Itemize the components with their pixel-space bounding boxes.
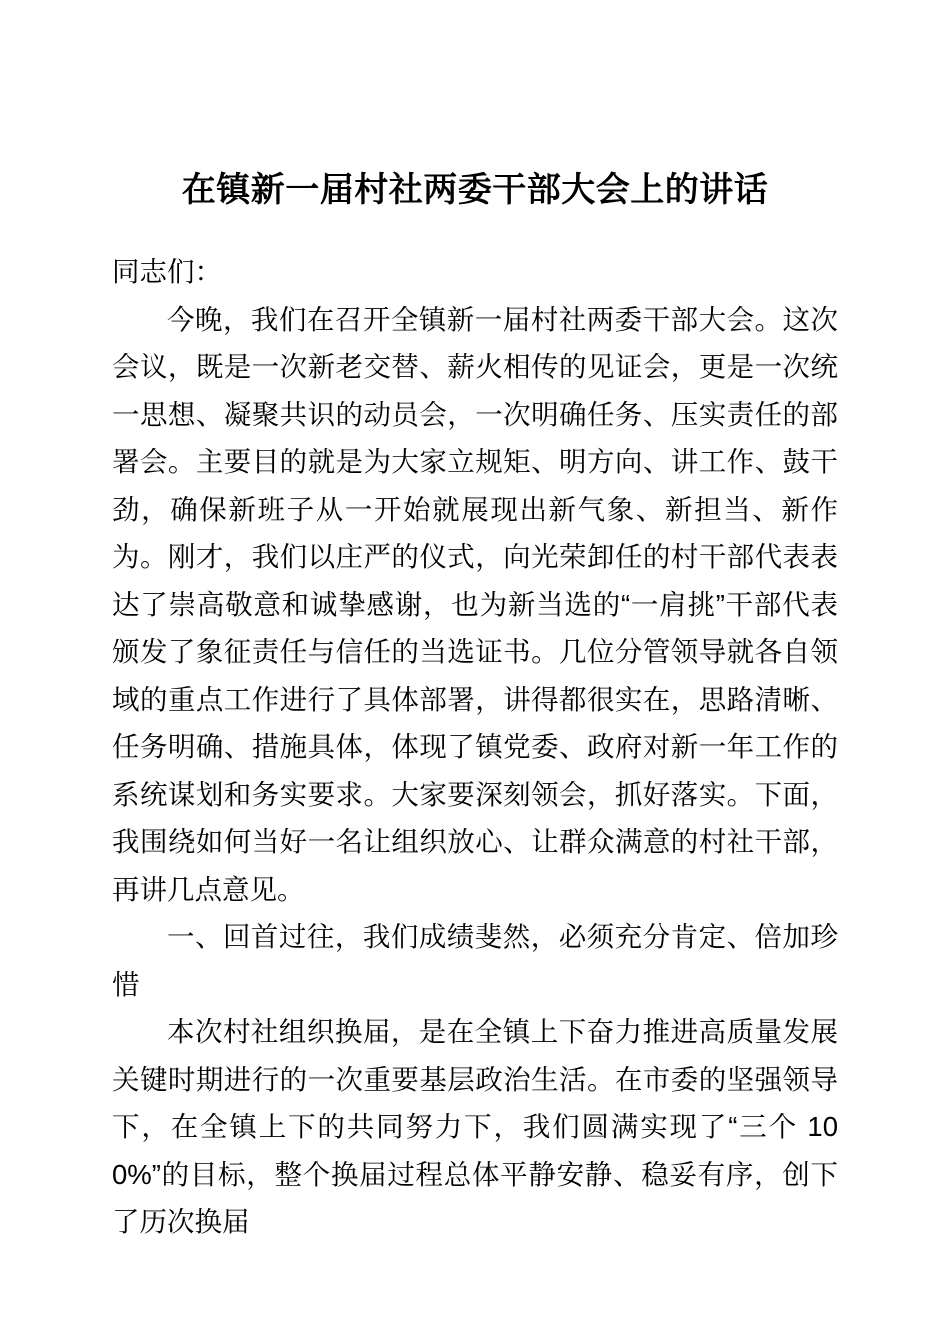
- top-margin-spacer: [0, 0, 950, 168]
- opening-paragraph: 今晚，我们在召开全镇新一届村社两委干部大会。这次会议，既是一次新老交替、薪火相传的见证会，更是一次统一思想、凝聚共识的动员会，一次明确任务、压实责任的部署会。主要目的就是为大家立规矩、明方向、讲工作、鼓干劲，确保新班子从一开始就展现出新气象、新担当、新作为。刚才，我们以庄严的仪式，向光荣卸任的村干部代表表达了崇高敬意和诚挚感谢，也为新当选的“一肩挑”干部代表颁发了象征责任与信任的当选证书。几位分管领导就各自领域的重点工作进行了具体部署，讲得都很实在，思路清晰、任务明确、措施具体，体现了镇党委、政府对新一年工作的系统谋划和务实要求。大家要深刻领会，抓好落实。下面，我围绕如何当好一名让组织放心、让群众满意的村社干部，再讲几点意见。: [112, 303, 838, 905]
- page-title: 在镇新一届村社两委干部大会上的讲话: [181, 171, 769, 209]
- salutation: 同志们：: [112, 256, 222, 287]
- section-one-paragraph-one: 本次村社组织换届，是在全镇上下奋力推进高质量发展关键时期进行的一次重要基层政治生活。在市委的坚强领导下，在全镇上下的共同努力下，我们圆满实现了“三个 100%”的目标，整个换届过程总体平静安静、稳妥有序，创下了历次换届: [112, 1016, 838, 1237]
- document-body: [112, 212, 838, 1246]
- section-heading-one: 一、回首过往，我们成绩斐然，必须充分肯定、倍加珍惜: [112, 921, 838, 1000]
